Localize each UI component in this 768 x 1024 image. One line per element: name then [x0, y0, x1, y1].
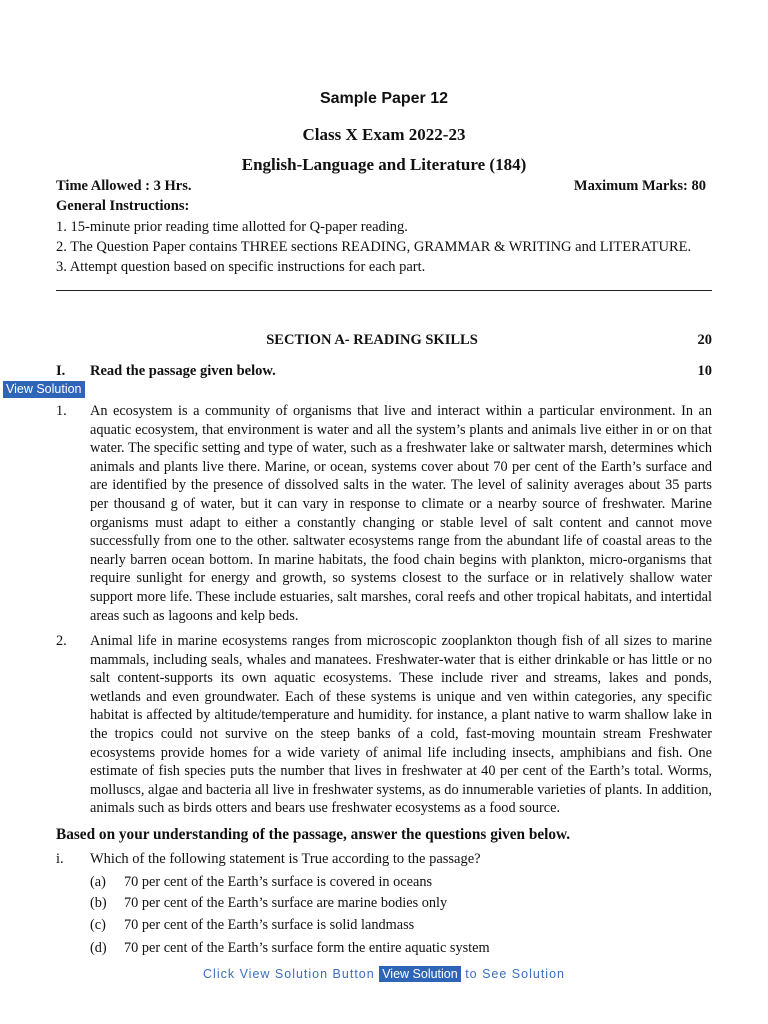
instruction-item: 3. Attempt question based on specific instructions for each part. — [56, 259, 426, 275]
option-label: (c) — [90, 917, 106, 933]
instruction-item: 1. 15-minute prior reading time allotted for Q-paper reading. — [56, 219, 408, 235]
footer-prefix: Click View Solution Button — [203, 967, 375, 981]
class-exam-title: Class X Exam 2022-23 — [302, 125, 466, 144]
paper-title: Sample Paper 12 — [319, 90, 449, 107]
maximum-marks: Maximum Marks: 80 — [573, 178, 706, 194]
section-title: SECTION A- READING SKILLS — [266, 332, 478, 348]
question-marks: 10 — [697, 363, 712, 379]
option-text: 70 per cent of the Earth’s surface form the entire aquatic system — [124, 940, 490, 956]
subject-title: English-Language and Literature (184) — [241, 155, 527, 174]
footer-suffix: to See Solution — [465, 967, 565, 981]
passage-paragraph: An ecosystem is a community of organisms that live and interact within a particular environment. In an aquatic ecosystem, that environment is water and all the system’s plants and animals live either in or on that water. The specific setting and type of water, such as a freshwater lake or saltwater marsh, determines which animals and plants live there. Marine, or ocean, systems cover about 70 per cent of the Earth’s surface and are identified by the presence of dissolved salts in the water. The level of salinity averages about 35 parts per thousand g of water, but it can vary in response to climate or a nearby source of freshwater. Marine organisms must adapt to either a constantly changing or stable level of salt content and cannot move successfully from one to the other. saltwater ecosystems range from the abundant life of coastal areas to the nearly barren ocean bottom. In marine habitats, the food chain begins with plankton, micro-organisms that require sunlight for energy and growth, so systems closest to the surface or in relatively shallow water support more life. These include estuaries, salt marshes, coral reefs and other tropical habitats, and intertidal areas such as lagoons and kelp beds. — [90, 403, 712, 624]
question-text: Which of the following statement is True according to the passage? — [90, 851, 481, 867]
option-text: 70 per cent of the Earth’s surface are marine bodies only — [124, 895, 448, 911]
footer-hint — [0, 967, 768, 982]
paragraph-number: 1. — [56, 403, 67, 419]
question-text: Read the passage given below. — [90, 363, 276, 379]
option-text: 70 per cent of the Earth’s surface is covered in oceans — [124, 874, 433, 890]
instructions-heading: General Instructions: — [56, 198, 190, 214]
paragraph-number: 2. — [56, 633, 67, 649]
option-label: (b) — [90, 895, 107, 911]
question-number: I. — [56, 363, 66, 379]
option-label: (a) — [90, 874, 106, 890]
option-text: 70 per cent of the Earth’s surface is solid landmass — [124, 917, 415, 933]
section-marks: 20 — [697, 332, 712, 348]
view-solution-button[interactable]: View Solution — [3, 381, 85, 398]
divider-line — [56, 290, 712, 291]
question-number: i. — [56, 851, 64, 867]
option-label: (d) — [90, 940, 107, 956]
footer-view-solution-button[interactable]: View Solution — [379, 966, 461, 982]
questions-heading: Based on your understanding of the passage, answer the questions given below. — [56, 826, 571, 843]
passage-paragraph: Animal life in marine ecosystems ranges from microscopic zooplankton though fish of all sizes to marine mammals, including seals, whales and manatees. Freshwater-water that is either drinkable or has little or no salt content-supports its own aquatic ecosystems. These include river and streams, lakes and ponds, wetlands and even groundwater. Each of these systems is unique and ven within categories, any specific habitat is affected by altitude/temperature and humidity. for instance, a plant native to warm shallow lake in the tropics could not survive on the steep banks of a cold, fast-moving mountain stream Freshwater ecosystems provide homes for a wide variety of animal life including insects, amphibians and fish. One estimate of fish species puts the number that lives in freshwater at 40 per cent of the Earth’s total. Worms, molluscs, algae and bacteria all live in freshwater systems, as do innumerable varieties of plants. In addition, animals such as birds otters and bears use freshwater ecosystems as a food source. — [90, 633, 712, 817]
time-allowed: Time Allowed : 3 Hrs. — [56, 178, 192, 194]
instruction-item: 2. The Question Paper contains THREE sections READING, GRAMMAR & WRITING and LITERATURE. — [56, 239, 692, 255]
